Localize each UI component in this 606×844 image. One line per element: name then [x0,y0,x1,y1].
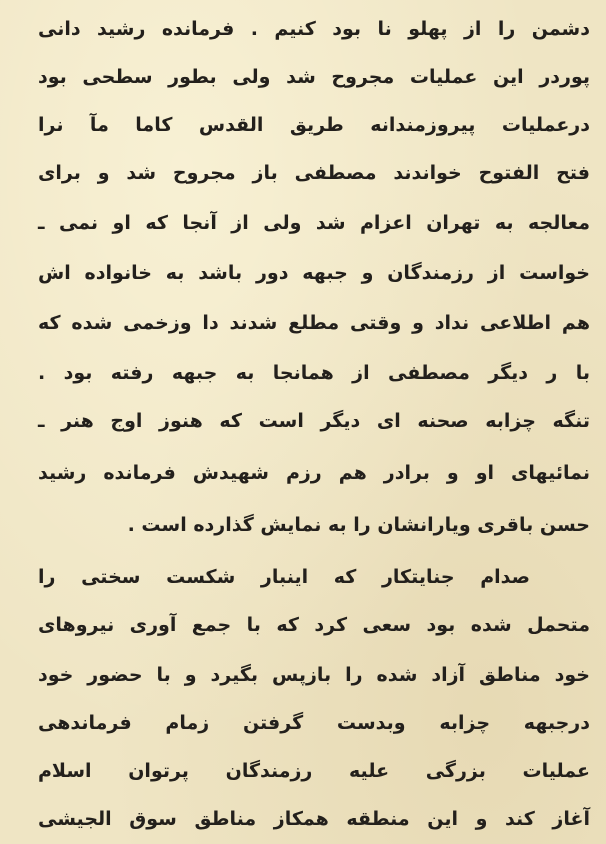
paragraph-first-line: صدام جنایتکار که اینبار شکست سختی را [38,566,530,588]
text-line: نمائیهای او و برادر هم رزم شهیدش فرمانده رشید [38,462,590,484]
text-line: تنگه چزابه صحنه ای دیگر است که هنوز اوج هنر ـ [38,410,590,432]
text-line: خود مناطق آزاد شده را بازپس بگیرد و با حضور خود [38,664,590,686]
text-line: درجبهه چزابه وبدست گرفتن زمام فرماندهی [38,712,590,734]
text-line: دشمن را از پهلو نا بود کنیم . فرمانده رشید دانی [38,18,590,40]
text-line: خواست از رزمندگان و جبهه دور باشد به خانواده اش [38,262,590,284]
text-line: آغاز کند و این منطقه همکاز مناطق سوق الجیشی [38,808,590,830]
text-line: درعملیات پیروزمندانه طریق القدس کاما مآ نرا [38,114,590,136]
text-line: با ر دیگر مصطفی از همانجا به جبهه رفته بود . [38,362,590,384]
text-line: هم اطلاعی نداد و وقتی مطلع شدند دا وزخمی شده که [38,312,590,334]
text-line: حسن باقری ویارانشان را به نمایش گذارده است . [127,514,590,536]
text-line: متحمل شده بود سعی کرد که با جمع آوری نیروهای [38,614,590,636]
text-line: عملیات بزرگی علیه رزمندگان پرتوان اسلام [38,760,590,782]
text-line: پوردر این عملیات مجروح شد ولی بطور سطحی بود [38,66,590,88]
text-line: معالجه به تهران اعزام شد ولی از آنجا که او نمی ـ [38,212,590,234]
text-line: فتح الفتوح خواندند مصطفی باز مجروح شد و برای [38,162,590,184]
